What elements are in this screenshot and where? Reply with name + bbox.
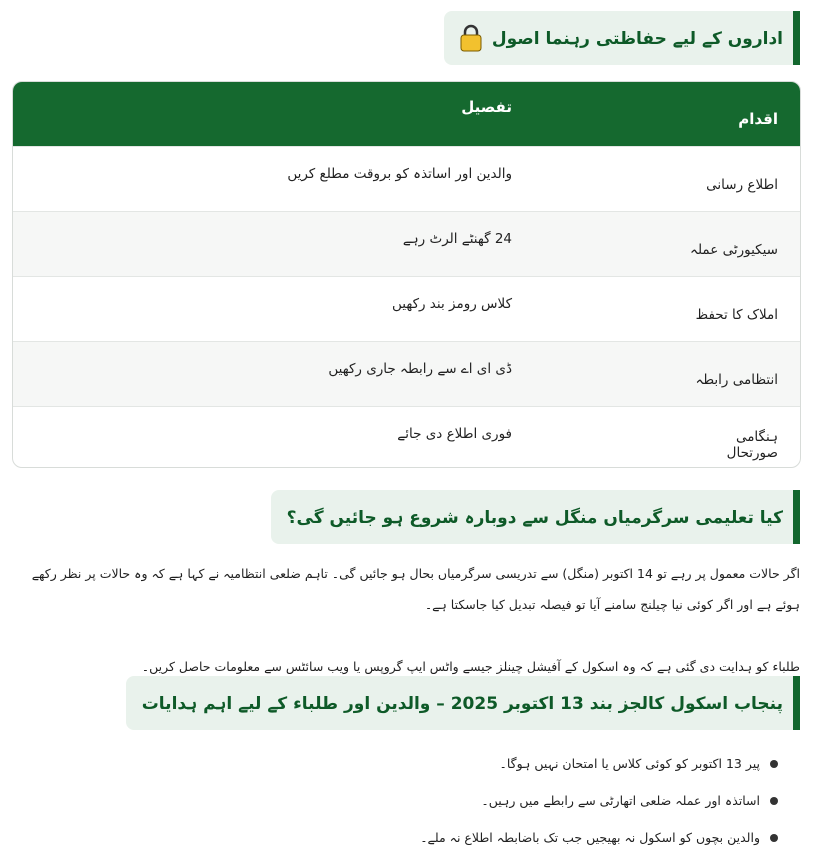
section-heading-text: کیا تعلیمی سرگرمیاں منگل سے دوبارہ شروع ہو جائیں گی؟ [286, 507, 783, 528]
table-cell-measure: اطلاع رسانی [706, 177, 778, 193]
table-row [13, 211, 800, 276]
section-heading-text: اداروں کے لیے حفاظتی رہنما اصول [491, 28, 783, 49]
paragraph-official-channels: طلباء کو ہدایت دی گئی ہے کہ وہ اسکول کے آفیشل چینلز جیسے واٹس ایپ گروپس یا ویب سائٹس سے معلومات حاصل کریں۔ [141, 658, 800, 674]
lock-icon [460, 24, 482, 52]
table-cell-detail: کلاس رومز بند رکھیں [392, 296, 512, 312]
section-heading-text: پنجاب اسکول کالجز بند 13 اکتوبر 2025 – والدین اور طلباء کے لیے اہم ہدایات [141, 693, 783, 714]
table-header-measure: اقدام [738, 110, 778, 128]
table-cell-measure: ہنگامی صورتحال [726, 429, 778, 461]
table-cell-detail: والدین اور اساتذہ کو بروقت مطلع کریں [287, 166, 512, 182]
table-cell-detail: ڈی ای اے سے رابطہ جاری رکھیں [328, 361, 512, 377]
table-cell-measure: املاک کا تحفظ [695, 307, 778, 323]
list-item-text: والدین بچوں کو اسکول نہ بھیجیں جب تک باضابطہ اطلاع نہ ملے۔ [420, 830, 760, 845]
table-cell-measure: سیکیورٹی عملہ [690, 242, 778, 258]
table-row [13, 276, 800, 341]
section-heading-resume-question [271, 490, 800, 544]
table-header-row [13, 82, 800, 146]
table-header-detail: تفصیل [461, 98, 512, 116]
list-item-text: پیر 13 اکتوبر کو کوئی کلاس یا امتحان نہیں ہوگا۔ [499, 756, 760, 771]
bullet-dot [770, 834, 778, 842]
table-cell-detail: فوری اطلاع دی جائے [397, 426, 512, 442]
table-cell-detail: 24 گھنٹے الرٹ رہے [402, 231, 512, 247]
table-row [13, 146, 800, 211]
safety-measures-table [12, 81, 801, 468]
section-heading-instructions [126, 676, 800, 730]
table-row [13, 406, 800, 468]
table-row [13, 341, 800, 406]
list-item [420, 745, 778, 782]
table-cell-measure: انتظامی رابطہ [695, 372, 778, 388]
bullet-dot [770, 797, 778, 805]
instructions-list [420, 745, 778, 856]
list-item [420, 819, 778, 856]
list-item [420, 782, 778, 819]
bullet-dot [770, 760, 778, 768]
section-heading-safety-guidelines [444, 11, 800, 65]
list-item-text: اساتذہ اور عملہ ضلعی اتھارٹی سے رابطے میں رہیں۔ [481, 793, 760, 808]
paragraph-resume-details: اگر حالات معمول پر رہے تو 14 اکتوبر (منگل) سے تدریسی سرگرمیاں بحال ہو جائیں گی۔ تاہم ضلعی انتظامیہ نے کہا ہے کہ وہ حالات پر نظر رکھے ہوئے ہے اور اگر کوئی نیا چیلنج سامنے آیا تو فیصلہ تبدیل کیا جاسکتا ہے۔ [31, 565, 800, 612]
